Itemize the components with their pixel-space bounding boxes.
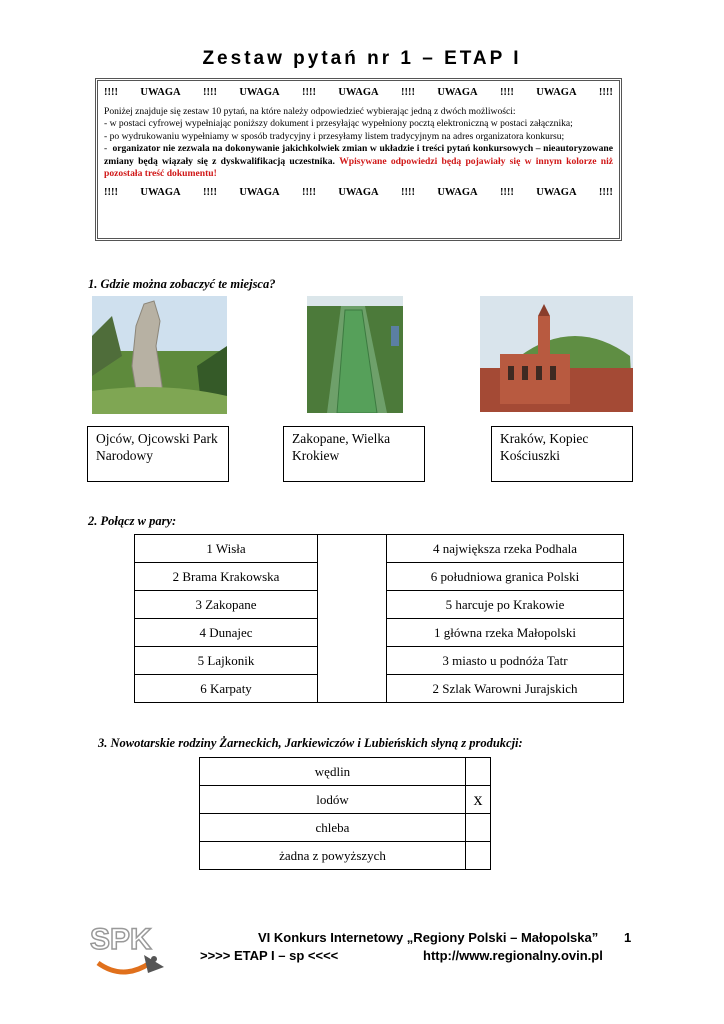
option-3: chleba [200,814,466,842]
question-2: 2. Połącz w pary: [88,514,177,528]
pair-right-6[interactable]: 2 Szlak Warowni Jurajskich [387,675,624,703]
option-3-mark[interactable] [466,814,491,842]
answer-box-3[interactable]: Kraków, Kopiec Kościuszki [491,426,633,482]
photo-kopiec [480,296,633,412]
photo-ojcow [92,296,227,414]
pair-gap [318,535,387,703]
option-2-mark[interactable]: x [466,786,491,814]
options-table [199,757,491,870]
pair-left-3: 3 Zakopane [135,591,318,619]
pair-left-1: 1 Wisła [135,535,318,563]
option-4-mark[interactable] [466,842,491,870]
option-4: żadna z powyższych [200,842,466,870]
page-number: 1 [624,930,632,945]
page-title: Zestaw pytań nr 1 – ETAP I [202,48,522,69]
spk-logo [88,915,170,983]
pair-left-6: 6 Karpaty [135,675,318,703]
notice-paragraph-4: - organizator nie zezwala na dokonywanie jakichkolwiek zmian w układzie i treści pytań konkursowych – nieautoryzowane zmiany będą wiązały się z dyskwalifikacją uczestnika. Wpisywane odpowiedzi będą pojawiały się w innym kolorze niż pozostała treść dokumentu! [104,143,613,179]
pair-right-4[interactable]: 1 główna rzeka Małopolski [387,619,624,647]
notice-paragraph-3: - po wydrukowaniu wypełniamy w sposób tradycyjny i przesyłamy listem tradycyjnym na adres organizatora konkursu; [104,130,565,142]
option-2: lodów [200,786,466,814]
svg-text:SPK: SPK [90,923,152,956]
notice-paragraph-2: - w postaci cyfrowej wypełniając poniższy dokument i przesyłając wypełniony pocztą elektroniczną w postaci załącznika; [104,118,573,129]
notice-paragraph-1: Poniżej znajduje się zestaw 10 pytań, na które należy odpowiedzieć wybierając jedną z dwóch możliwości: [104,105,516,117]
pair-left-5: 5 Lajkonik [135,647,318,675]
option-1: wędlin [200,758,466,786]
footer-contest-title: VI Konkurs Internetowy „Regiony Polski – Małopolska” [258,930,599,945]
question-1: 1. Gdzie można zobaczyć te miejsca? [88,277,276,291]
photo-krokiew [307,296,403,413]
answer-box-1[interactable]: Ojców, Ojcowski Park Narodowy [87,426,229,482]
pairs-table [134,534,624,703]
notice-box [95,78,622,241]
pair-right-1[interactable]: 4 największa rzeka Podhala [387,535,624,563]
uwaga-row-top: !!!! UWAGA !!!! UWAGA !!!! UWAGA !!!! UWAGA !!!! UWAGA !!!! [104,87,613,98]
option-1-mark[interactable] [466,758,491,786]
footer-stage: >>>> ETAP I – sp <<<< [200,948,339,963]
uwaga-row-bottom: !!!! UWAGA !!!! UWAGA !!!! UWAGA !!!! UWAGA !!!! UWAGA !!!! [104,186,613,198]
pair-left-4: 4 Dunajec [135,619,318,647]
footer-url[interactable]: http://www.regionalny.ovin.pl [423,948,603,963]
pair-left-2: 2 Brama Krakowska [135,563,318,591]
question-3: 3. Nowotarskie rodziny Żarneckich, Jarkiewiczów i Lubieńskich słyną z produkcji: [98,736,523,750]
answer-box-2[interactable]: Zakopane, Wielka Krokiew [283,426,425,482]
pair-right-5[interactable]: 3 miasto u podnóża Tatr [387,647,624,675]
pair-right-2[interactable]: 6 południowa granica Polski [387,563,624,591]
pair-right-3[interactable]: 5 harcuje po Krakowie [387,591,624,619]
